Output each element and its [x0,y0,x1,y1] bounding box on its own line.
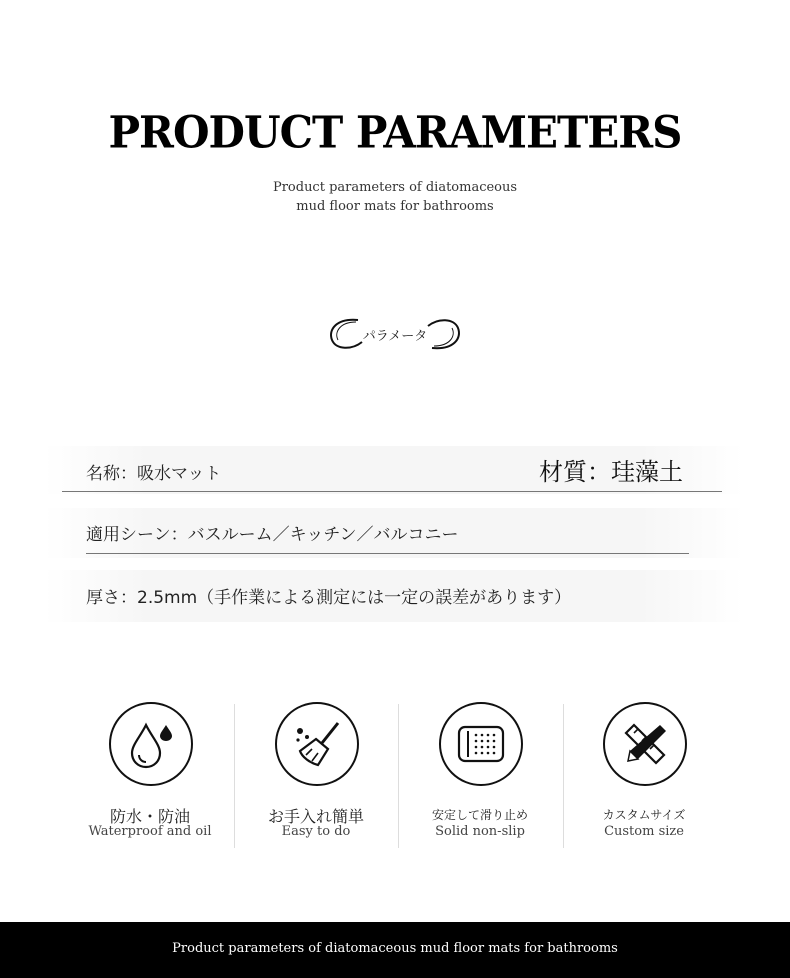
feature-custom-size [569,700,719,850]
page-subtitle [0,178,790,216]
param-name: 名称：吸水マット [86,464,222,484]
param-row-name [44,446,744,494]
feature-label-en: Easy to do [281,824,351,839]
feature-label-en: Custom size [604,824,684,839]
feature-label-jp: お手入れ簡単 [267,807,364,826]
page-title: PRODUCT PARAMETERS [108,106,682,159]
section-badge [328,316,462,352]
feature-circle [275,702,359,786]
feature-label-jp: 安定して滑り止め [431,808,528,822]
param-row-scene [44,508,744,558]
divider-line [62,491,722,492]
footer-text: Product parameters of diatomaceous mud floor mats for bathrooms [172,941,618,956]
pencil-ruler-icon [620,719,670,769]
param-row-thickness [44,570,744,622]
feature-label-jp: 防水・防油 [109,807,190,826]
feature-divider [563,704,564,848]
feature-label-en: Solid non-slip [435,824,525,839]
param-thickness: 厚さ：2.5mm（手作業による測定には一定の誤差があります） [86,588,572,608]
subtitle-line-2: mud floor mats for bathrooms [296,199,494,214]
subtitle-line-1: Product parameters of diatomaceous [272,180,518,195]
feature-divider [398,704,399,848]
feature-circle [603,702,687,786]
feature-label-en: Waterproof and oil [88,824,212,839]
feature-non-slip [405,700,555,850]
non-slip-mat-icon [456,719,506,769]
footer-bar [0,922,790,978]
param-material: 材質：珪藻土 [539,458,683,486]
broom-icon [292,719,342,769]
feature-divider [234,704,235,848]
divider-line [86,553,689,554]
feature-circle [109,702,193,786]
water-drop-icon [126,719,176,769]
feature-circle [439,702,523,786]
feature-easy-care [241,700,391,850]
feature-waterproof [75,700,225,850]
param-scene: 適用シーン：バスルーム／キッチン／バルコニー [86,525,459,545]
feature-label-jp: カスタムサイズ [602,808,686,822]
badge-label: パラメータ [362,329,428,344]
